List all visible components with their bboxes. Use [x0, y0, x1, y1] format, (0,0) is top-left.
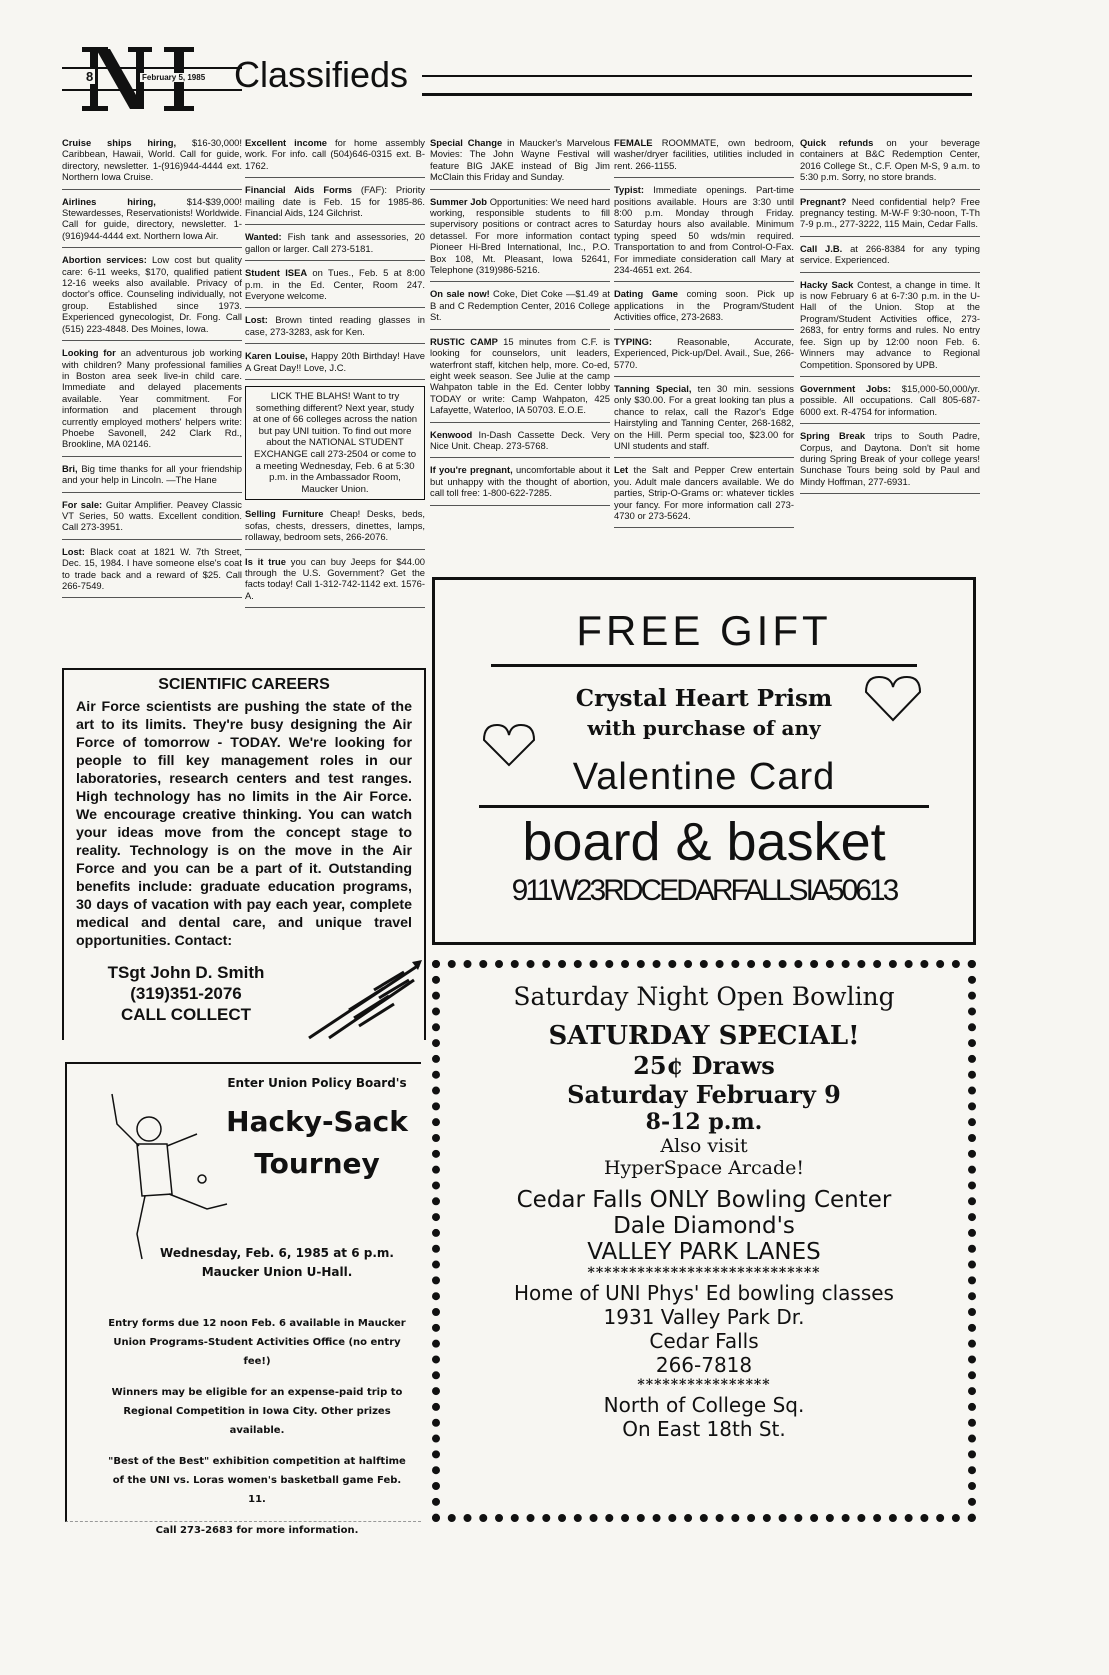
special-heading: SATURDAY SPECIAL! — [548, 1021, 860, 1051]
classified-column-3 — [430, 137, 610, 512]
classified-ad — [614, 383, 794, 458]
ad-lead: RUSTIC CAMP — [430, 335, 498, 347]
ad-lead: Quick refunds — [800, 137, 874, 148]
special-date: Saturday February 9 — [567, 1080, 841, 1109]
classified-ad — [430, 196, 610, 283]
phone: 266-7818 — [655, 1353, 753, 1377]
ad-body: Air Force scientists are pushing the state of the art to its limits. They're busy designing the Air Force of tomorrow - TODAY. We're looking for people to fill key management roles in our laboratories, research centers and test ranges. High technology has no limits in the Air Force. We encourage creative thinking. You can watch your ideas move from the concept stage to reality. Technology is on the move in the Air Force and you can be a part of it. Outstanding benefits include: graduate education programs, 30 days of vacation with pay each year, complete medical and dental care, and unique travel opportunities. Contact: — [76, 699, 412, 949]
ad-lead: Airlines hiring, — [62, 195, 156, 207]
classified-ad — [245, 231, 425, 261]
directions: North of College Sq. — [603, 1393, 805, 1417]
ad-text: uncomfortable about it but unhappy with the thought of abortion, call toll free: 1-800-622-7285. — [430, 464, 611, 499]
ad-lead: Government Jobs: — [800, 382, 892, 394]
ad-text: Black coat at 1821 W. 7th Street, Dec. 15, 1984. I have someone else's coat to trade back and a reward of $25. Call 266-7549. — [62, 545, 242, 591]
classified-ad — [430, 137, 610, 190]
air-force-logo — [304, 960, 422, 1040]
ad-text: Brown tinted reading glasses in case, 273-3283, ask for Ken. — [245, 314, 425, 337]
classified-ad — [800, 383, 980, 424]
contact-name: TSgt John D. Smith — [107, 963, 265, 982]
nse-boxed-ad: LICK THE BLAHS! Want to try something different? Next year, study at one of 66 colleges across the nation but pay UNI tuition. To find out more about the NATIONAL STUDENT EXCHANGE call 273-2504 or come to a meeting Wednesday, Feb. 6 at 5:30 p.m. in the Ambassador Room, Maucker Union. — [245, 386, 425, 500]
directions: On East 18th St. — [622, 1417, 786, 1441]
classified-column-2 — [245, 137, 425, 614]
classified-ad — [430, 464, 610, 505]
gift-condition: with purchase of any — [587, 716, 821, 740]
star-divider: **************** — [637, 1377, 771, 1393]
ad-text: $14-$39,000! Stewardesses, Reservationists! Worldwide. Call for guide, directory, newsletter. 1-(916)944-4444 ext. Northern Iowa Air. — [62, 195, 242, 241]
ad-lead: Is it true — [245, 555, 286, 567]
contact-phone: (319)351-2076 — [130, 984, 242, 1003]
ad-text: ROOMMATE, own bedroom, washer/dryer facilities, utilities included in rent. 266-1155. — [614, 137, 794, 171]
ad-title: Tourney — [254, 1147, 380, 1180]
classified-ad — [430, 336, 610, 423]
ad-lead: Dating Game — [614, 288, 678, 300]
page-number: 8 — [86, 69, 94, 84]
ad-lead: Pregnant? — [800, 195, 847, 207]
ad-lead: TYPING: — [614, 335, 653, 347]
classified-ad — [62, 546, 242, 599]
ad-text: Need confidential help? Free pregnancy testing. M-W-F 9:30-noon, T-Th 7-9 p.m., 277-3222, 115 Main, Cedar Falls. — [800, 195, 980, 230]
event-date: Wednesday, Feb. 6, 1985 at 6 p.m. — [160, 1246, 394, 1260]
ad-text: 15 minutes from C.F. is looking for counselors, unit leaders, waterfront staff, kitchen help, more. Co-ed, eight week season. See Julie at the camp Wahpaton table in the Ed. Center lobby TODAY or write: Camp Wahpaton, 425 Lafayette, Waterloo, IA 50703. E.O.E. — [430, 335, 610, 416]
ad-text: Guitar Amplifier. Peavey Classic VT Series, 50 watts. Excellent condition. Call 273-3951. — [62, 498, 242, 533]
ad-lead: Looking for — [62, 347, 116, 359]
ad-text: In-Dash Cassette Deck. Very Nice Unit. Cheap. 273-5768. — [430, 428, 610, 451]
section-title: Classifieds — [234, 54, 409, 95]
classified-ad — [614, 336, 794, 377]
classified-ad — [800, 196, 980, 237]
store-address: 911W23RDCEDARFALLSIA50613 — [511, 874, 897, 907]
classified-ad — [62, 254, 242, 341]
prize-info: Winners may be eligible for an expense-paid trip to Regional Competition in Iowa City. Other prizes available. — [111, 1387, 403, 1436]
classified-ad — [245, 314, 425, 344]
ad-lead: Tanning Special, — [614, 382, 692, 394]
classified-ad — [800, 279, 980, 377]
ad-text: in Maucker's Marvelous Movies: The John Wayne Festival will feature BIG JAKE instead of Big Jim McClain this Friday and Sunday. — [430, 137, 610, 183]
classified-ad — [245, 508, 425, 549]
rule — [422, 75, 972, 77]
ad-title: FREE GIFT — [576, 607, 832, 654]
store-name: board & basket — [522, 812, 886, 872]
star-divider: **************************** — [587, 1265, 821, 1281]
special-time: 8-12 p.m. — [645, 1109, 763, 1135]
ad-text: (FAF): Priority mailing date is Feb. 15 for 1985-86. Financial Aids, 124 Gilchrist. — [245, 184, 426, 219]
classified-ad — [245, 350, 425, 380]
text-line: Dale Diamond's — [613, 1213, 795, 1239]
ad-lead: Bri, — [62, 462, 78, 474]
ad-lead: Summer Job — [430, 195, 487, 207]
ad-lead: Typist: — [614, 184, 645, 196]
ad-text: you can buy Jeeps for $44.00 through the U.S. Government? Get the facts today! Call 1-312-742-1142 ext. 1576-A. — [245, 555, 426, 601]
classified-ad — [430, 429, 610, 459]
arcade-name: HyperSpace Arcade! — [603, 1157, 805, 1179]
ad-text: Happy 20th Birthday! Have A Great Day!! Love, J.C. — [245, 350, 425, 373]
ad-text: $15,000-50,000/yr. possible. All occupations. Call 805-687-6000 ext. R-4754 for information. — [800, 382, 980, 417]
air-force-ad — [62, 668, 426, 1040]
gift-name: Crystal Heart Prism — [575, 685, 833, 712]
classified-ad — [245, 267, 425, 308]
ad-text: on your beverage containers at B&C Redemption Center, 2016 College St., C.F. Open M-S, 9 a.m. to 5:30 p.m. Sorry, no store brands. — [800, 137, 980, 183]
classified-ad — [430, 288, 610, 329]
classified-ad — [614, 464, 794, 528]
city: Cedar Falls — [649, 1329, 759, 1353]
address: 1931 Valley Park Dr. — [603, 1305, 805, 1329]
classified-ad — [800, 243, 980, 273]
ad-text: Big time thanks for all your friendship and your help in Lincoln. —The Hane — [62, 462, 242, 486]
rule — [422, 93, 972, 96]
contact-info: Call 273-2683 for more information. — [155, 1525, 359, 1536]
ad-text: trips to South Padre, Corpus, and Daytona. Don't sit home during Spring Break of your college years! Sunchase Tours being sold by Paul and Mindy Hoffman, 277-6931. — [800, 430, 980, 487]
free-gift-ad — [432, 577, 976, 945]
ad-text: on Tues., Feb. 5 at 8:00 p.m. in the Ed. Center, Room 247. Everyone welcome. — [245, 267, 425, 302]
ad-lead: Call J.B. — [800, 242, 843, 254]
classified-ad — [245, 556, 425, 609]
ad-lead: Selling Furniture — [245, 508, 324, 520]
ad-text: Low cost but quality care: 6-11 weeks, $170, qualified patient 12-16 weeks also available. Privacy of doctor's office. Counseling individually, not group. Established since 1973. Experienced gynecologist, Dr. Fong. Call (515) 223-4848. Des Moines, Iowa. — [62, 254, 242, 334]
ad-title: Saturday Night Open Bowling — [513, 982, 895, 1011]
ad-lead: Hacky Sack — [800, 278, 854, 290]
business-name: VALLEY PARK LANES — [587, 1239, 821, 1265]
special-price: 25¢ Draws — [633, 1051, 775, 1080]
entry-info: Entry forms due 12 noon Feb. 6 available in Maucker Union Programs-Student Activities Office (no entry fee!) — [108, 1318, 406, 1367]
ad-text: ten 30 min. sessions only $30.00. For a great looking tan plus a chance to relax, call the Razor's Edge Hairstyling and Tanning Center, 268-1682, on the Hill. Perm special too, $23.00 for UNI students and staff. — [614, 382, 794, 451]
ad-text: Reasonable, Accurate, Experienced, Pick-up/Del. Avail., Sue, 266-5770. — [614, 335, 794, 370]
text-line: Home of UNI Phys' Ed bowling classes — [514, 1281, 894, 1305]
ad-lead: Special Change — [430, 137, 503, 148]
ad-lead: Excellent income — [245, 137, 327, 148]
ad-lead: Financial Aids Forms — [245, 184, 353, 196]
ad-text: coming soon. Pick up applications in the Program/Student Activities office, 273-2683. — [614, 288, 794, 323]
ad-text: for home assembly work. For info. call (504)646-0315 ext. B-1762. — [245, 137, 425, 171]
hacky-sack-ad — [65, 1062, 421, 1536]
classified-ad — [800, 137, 980, 190]
exhibition-info: "Best of the Best" exhibition competition at halftime of the UNI vs. Loras women's basketball game Feb. 11. — [108, 1456, 406, 1505]
classified-ad — [62, 196, 242, 249]
ad-lead: On sale now! — [430, 288, 490, 300]
classified-ad — [62, 463, 242, 493]
classified-ad — [614, 288, 794, 329]
classified-ad — [614, 184, 794, 282]
ad-text: $16-30,000! Caribbean, Hawaii, World. Call for guide, directory, newsletter. 1-(916)944-4444 ext. Northern Iowa Cruise. — [62, 137, 243, 183]
ad-lead: Student ISEA — [245, 267, 308, 279]
ad-lead: FEMALE — [614, 137, 653, 148]
classified-column-5 — [800, 137, 980, 500]
classified-column-4 — [614, 137, 794, 534]
text-line: Also visit — [660, 1135, 748, 1157]
ad-lead: Lost: — [245, 314, 268, 326]
page-header — [62, 45, 972, 115]
classified-ad — [245, 137, 425, 178]
bowling-ad — [432, 960, 976, 1522]
ad-text: Coke, Diet Coke —$1.49 at B and C Redemption Center, 2016 College St. — [430, 288, 610, 323]
issue-date: February 5, 1985 — [142, 73, 206, 82]
ad-text: Contest, a change in time. It is now February 6 at 6-7:30 p.m. in the U-Hall of the Union. Stop at the Program/Student Activities office, 273-2683, for entry forms and rules. No entry fee. Sign up by 12:00 noon Feb. 6. Winners may advance to Regional Competition. Sponsored by UPB. — [800, 278, 980, 370]
call-collect: CALL COLLECT — [120, 1005, 251, 1024]
ad-lead: Karen Louise, — [245, 350, 308, 362]
classified-column-1 — [62, 137, 242, 604]
event-location: Maucker Union U-Hall. — [201, 1265, 353, 1279]
ad-text: Cheap! Desks, beds, sofas, chests, dressers, dinettes, lamps, rollaway, bedroom sets, 266-2076. — [245, 508, 425, 543]
classified-ad — [62, 499, 242, 540]
heart-prism-icon — [479, 720, 539, 770]
ad-text: Immediate openings. Part-time positions available. Hours are 3:30 until 8:00 p.m. Monday through Friday. Saturday hours also available. Minimum typing speed 50 wds/min required. Transportation to and from Control-O-Fax. For immediate consideration call Mary at 234-4651 ext. 264. — [614, 184, 794, 276]
ad-lead: Lost: — [62, 545, 85, 557]
ad-lead: Wanted: — [245, 231, 282, 243]
classified-ad — [800, 430, 980, 494]
classified-ad — [245, 184, 425, 225]
ad-lead: Abortion services: — [62, 254, 147, 266]
text-line: Cedar Falls ONLY Bowling Center — [516, 1187, 892, 1213]
classified-ad — [62, 137, 242, 190]
ad-lead: Spring Break — [800, 430, 866, 442]
heart-prism-icon — [861, 672, 925, 726]
ad-lead: For sale: — [62, 498, 103, 510]
ad-text: the Salt and Pepper Crew entertain you. Adult male dancers available. We do parties, Strip-O-Grams or: whatever tickles your fancy. For more information call 273-4730 or 273-5624. — [614, 464, 794, 521]
ad-text: at 266-8384 for any typing service. Experienced. — [800, 242, 980, 266]
ad-lead: Let — [614, 464, 629, 476]
ad-lead: If you're pregnant, — [430, 464, 513, 476]
ad-text: Fish tank and assessories, 20 gallon or larger. Call 273-5181. — [245, 231, 425, 254]
classified-ad — [614, 137, 794, 178]
ad-intro: Enter Union Policy Board's — [227, 1076, 407, 1090]
ad-lead: Kenwood — [430, 428, 473, 440]
ad-title: SCIENTIFIC CAREERS — [158, 676, 330, 693]
ad-text: an adventurous job working with children? Many professional families in Boston area seek live-in child care. Immediate and delayed placements available. Year commitment. For information and placement through currently employed mothers' helpers write: Phoebe Savonell, 242 Clark Rd., Brookline, MA 02146. — [62, 347, 242, 450]
classified-ad — [62, 347, 242, 457]
ad-title: Hacky-Sack — [226, 1105, 408, 1138]
card-type: Valentine Card — [572, 756, 836, 798]
ad-lead: Cruise ships hiring, — [62, 137, 177, 148]
ad-text: Opportunities: We need hard working, responsible students to fill supervisory positions or contract acres to detassel. For more information contact Pioneer Hi-Bred International, Inc., P.O. Box 108, Mt. Pleasant, Iowa 52641, Telephone (319)986-5216. — [430, 195, 610, 276]
